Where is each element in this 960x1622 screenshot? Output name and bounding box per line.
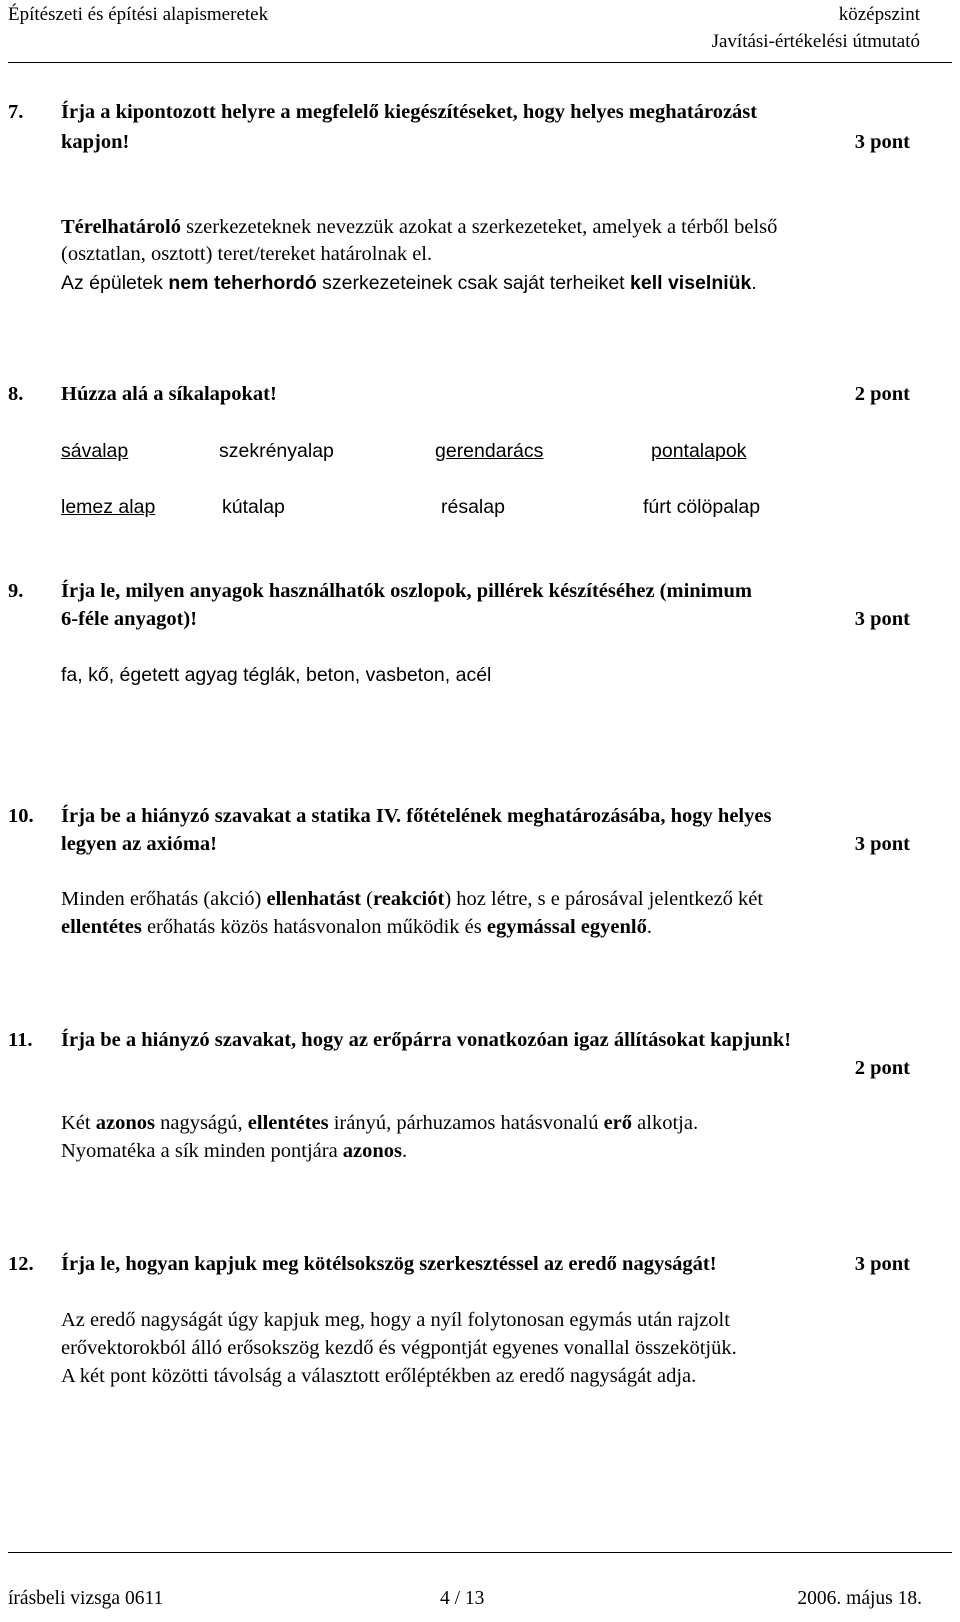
q9-answer: fa, kő, égetett agyag téglák, beton, vasbeton, acél	[61, 664, 492, 686]
option-kutalap: kútalap	[222, 496, 285, 518]
q8-points: 2 pont	[854, 383, 910, 405]
q10-question-line2: legyen az axióma!	[61, 833, 217, 855]
header-subject: Építészeti és építési alapismeretek	[8, 4, 269, 25]
footer-page-number: 4 / 13	[440, 1588, 485, 1609]
footer-exam: írásbeli vizsga 0611	[8, 1588, 164, 1609]
option-szekrenyalap: szekrényalap	[219, 440, 334, 462]
q10-points: 3 pont	[854, 833, 910, 855]
q7-number: 7.	[8, 101, 24, 123]
q8-question: Húzza alá a síkalapokat!	[61, 383, 277, 405]
q12-points: 3 pont	[854, 1253, 910, 1275]
option-pontalapok: pontalapok	[651, 440, 747, 462]
footer-date: 2006. május 18.	[797, 1588, 922, 1609]
q12-answer-line3: A két pont közötti távolság a választott erőléptékben az eredő nagyságát adja.	[61, 1365, 697, 1387]
q9-number: 9.	[8, 580, 24, 602]
q10-number: 10.	[8, 805, 34, 827]
q12-number: 12.	[8, 1253, 34, 1275]
q8-number: 8.	[8, 383, 24, 405]
option-savalap: sávalap	[61, 440, 129, 462]
header-guide: Javítási-értékelési útmutató	[711, 31, 920, 52]
q10-answer-line1: Minden erőhatás (akció) ellenhatást (reakciót) hoz létre, s e párosával jelentkező két	[61, 888, 764, 910]
q7-answer-term: Térelhatároló	[61, 216, 181, 238]
option-gerendaracs: gerendarács	[435, 440, 544, 462]
q10-question-line1: Írja be a hiányzó szavakat a statika IV. főtételének meghatározásába, hogy helyes	[61, 805, 772, 827]
q12-answer-line2: erővektorokból álló erősokszög kezdő és végpontját egyenes vonallal összekötjük.	[61, 1337, 737, 1359]
q7-answer-line1: Térelhatároló szerkezeteknek nevezzük azokat a szerkezeteket, amelyek a térből belső	[61, 216, 778, 238]
q11-question: Írja be a hiányzó szavakat, hogy az erőpárra vonatkozóan igaz állításokat kapjunk!	[61, 1029, 792, 1051]
q9-points: 3 pont	[854, 608, 910, 630]
q7-question-line2: kapjon!	[61, 131, 130, 153]
q7-question-line1: Írja a kipontozott helyre a megfelelő kiegészítéseket, hogy helyes meghatározást	[61, 101, 758, 123]
q7-points: 3 pont	[854, 131, 910, 153]
q12-question: Írja le, hogyan kapjuk meg kötélsokszög szerkesztéssel az eredő nagyságát!	[61, 1253, 717, 1275]
q10-answer-line2: ellentétes erőhatás közös hatásvonalon működik és egymással egyenlő.	[61, 916, 652, 938]
q9-question-line1: Írja le, milyen anyagok használhatók oszlopok, pillérek készítéséhez (minimum	[61, 580, 752, 602]
q11-answer-line2: Nyomatéka a sík minden pontjára azonos.	[61, 1140, 408, 1162]
q11-points: 2 pont	[854, 1057, 910, 1079]
option-furt-colopalap: fúrt cölöpalap	[643, 496, 761, 518]
header-level: középszint	[838, 4, 920, 25]
q9-question-line2: 6-féle anyagot)!	[61, 608, 198, 630]
q7-answer-line2: (osztatlan, osztott) teret/tereket határolnak el.	[61, 243, 433, 265]
option-resalap: résalap	[441, 496, 505, 518]
q12-answer-line1: Az eredő nagyságát úgy kapjuk meg, hogy a nyíl folytonosan egymás után rajzolt	[61, 1309, 730, 1331]
option-lemez-alap: lemez alap	[61, 496, 156, 518]
footer-rule	[8, 1552, 952, 1553]
q7-answer-line3: Az épületek nem teherhordó szerkezeteinek csak saját terheiket kell viselniük.	[61, 272, 757, 294]
q11-number: 11.	[8, 1029, 33, 1051]
q11-answer-line1: Két azonos nagyságú, ellentétes irányú, párhuzamos hatásvonalú erő alkotja.	[61, 1112, 699, 1134]
header-rule	[8, 62, 952, 63]
